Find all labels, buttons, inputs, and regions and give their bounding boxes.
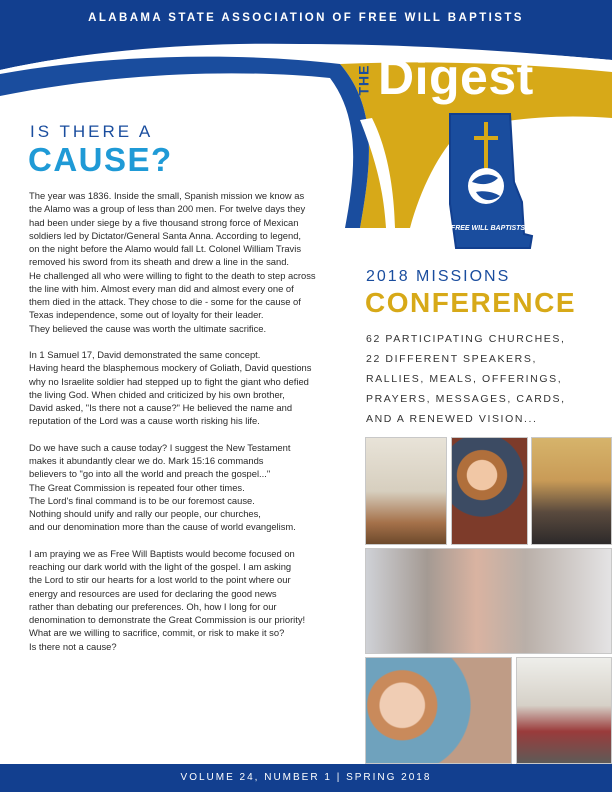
article-line: rather than debating our preferences. Oh, how I long for our xyxy=(29,600,277,612)
article-paragraph-2 xyxy=(29,348,357,428)
article-line: the line with him. Almost every man did and almost every one of xyxy=(29,282,294,294)
article-line: Do we have such a cause today? I suggest the New Testament xyxy=(29,441,291,453)
speaker-with-microphone-photo xyxy=(531,437,612,545)
article-kicker: IS THERE A xyxy=(30,122,154,141)
article-paragraph-1 xyxy=(29,189,357,335)
article-line: and our denomination more than the cause of world evangelism. xyxy=(29,521,296,533)
article-line: them died in the attack. They chose to die - some for the cause of xyxy=(29,296,301,307)
issue-info: VOLUME 24, NUMBER 1 | SPRING 2018 xyxy=(180,772,432,783)
article-line: the Alamo was a group of less than 200 men. For twelve days they xyxy=(29,203,306,215)
group-of-men-praying-photo xyxy=(365,548,612,654)
article-line: They believed the cause was worth the ultimate sacrifice. xyxy=(29,322,267,334)
article-line: reaching our dark world with the light of the gospel. I am asking xyxy=(29,561,292,572)
conference-title: CONFERENCE xyxy=(365,287,577,318)
article-line: In 1 Samuel 17, David demonstrated the same concept. xyxy=(29,349,261,360)
article-line: David asked, "Is there not a cause?" He believed the name and xyxy=(29,402,293,413)
conference-line: AND A RENEWED VISION... xyxy=(366,413,538,425)
conference-summary xyxy=(366,329,566,429)
article-line: energy and resources are used for declaring the good news xyxy=(29,587,277,599)
article-line: reputation of the Lord was a cause worth risking his life. xyxy=(29,415,260,427)
article-line: removed his sword from its sheath and drew a line in the sand. xyxy=(29,256,290,268)
article-paragraph-4 xyxy=(29,547,357,653)
article-line: The year was 1836. Inside the small, Spanish mission we know as xyxy=(29,190,305,201)
article-line: Texas independence, some out of loyalty for their leader. xyxy=(29,309,264,321)
conference-line: 22 DIFFERENT SPEAKERS, xyxy=(366,353,537,365)
article-line: The Lord's final command is to be our foremost cause. xyxy=(29,494,255,506)
article-line: The Great Commission is repeated four other times. xyxy=(29,481,245,493)
article-body xyxy=(29,189,357,666)
article-line: the Lord to stir our hearts for a lost world to the point where our xyxy=(29,574,291,586)
article-line: soldiers led by Dictator/General Santa Anna. According to legend, xyxy=(29,229,302,241)
free-will-baptists-logo xyxy=(440,112,536,252)
man-speaking-photo xyxy=(516,657,612,764)
article-line: Nothing should unify and rally our people, our churches, xyxy=(29,508,261,519)
article-line: Is there not a cause? xyxy=(29,640,117,652)
article-line: had been under siege by a five thousand strong force of Mexican xyxy=(29,216,299,228)
conference-line: PRAYERS, MESSAGES, CARDS, xyxy=(366,393,566,405)
conference-line: RALLIES, MEALS, OFFERINGS, xyxy=(366,373,563,385)
article-paragraph-3 xyxy=(29,441,357,534)
logo-caption: FREE WILL BAPTISTS xyxy=(450,225,526,232)
article-line: the living God. When chided and criticized by his own brother, xyxy=(29,388,285,400)
speaker-at-pulpit-photo xyxy=(365,437,447,545)
article-line: What are we willing to sacrifice, commit, or risk to make it so? xyxy=(29,627,285,639)
article-line: on the night before the Alamo would fall Lt. Colonel William Travis xyxy=(29,243,302,254)
article-title: CAUSE? xyxy=(28,141,173,178)
two-women-smiling-photo xyxy=(451,437,528,545)
article-line: Having heard the blasphemous mockery of Goliath, David questions xyxy=(29,362,312,374)
article-line: He challenged all who were willing to fight to the death to step across xyxy=(29,269,316,281)
family-selfie-photo xyxy=(365,657,512,764)
conference-line: 62 PARTICIPATING CHURCHES, xyxy=(366,333,566,345)
article-line: why no Israelite soldier had stepped up to fight the giant who defied xyxy=(29,375,309,387)
article-line: denomination to demonstrate the Great Commission is our priority! xyxy=(29,614,306,625)
conference-kicker: 2018 MISSIONS xyxy=(366,268,511,285)
association-title: ALABAMA STATE ASSOCIATION OF FREE WILL BAPTISTS xyxy=(88,12,524,24)
digest-title: Digest xyxy=(378,49,534,105)
article-line: believers to "go into all the world and preach the gospel..." xyxy=(29,468,271,480)
article-line: I am praying we as Free Will Baptists would become focused on xyxy=(29,547,295,559)
the-label: THE xyxy=(355,64,372,96)
article-line: makes it abundantly clear we do. Mark 15:16 commands xyxy=(29,455,264,466)
